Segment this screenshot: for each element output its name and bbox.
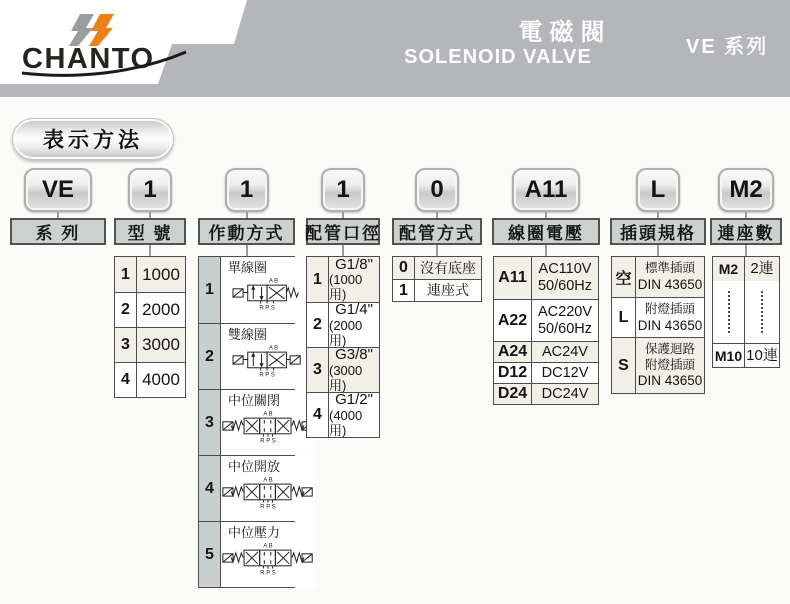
code-box-model bbox=[128, 168, 172, 212]
option-code: M2 bbox=[713, 257, 745, 281]
option-code: D24 bbox=[494, 384, 532, 404]
plug-type: 附燈插頭 bbox=[644, 301, 695, 316]
code-box-plug bbox=[636, 168, 680, 212]
code-value: 1 bbox=[143, 176, 157, 203]
code-value: 1 bbox=[239, 176, 254, 203]
column-plug bbox=[610, 168, 706, 394]
table-row bbox=[199, 323, 294, 389]
option-value: 沒有底座 bbox=[420, 259, 476, 276]
table-row bbox=[199, 521, 294, 587]
vertical-ellipsis bbox=[728, 291, 730, 333]
bore-size: G1/4" bbox=[335, 301, 373, 319]
connector-line bbox=[342, 245, 344, 256]
svg-text:A B: A B bbox=[263, 411, 273, 418]
option-code: 3 bbox=[115, 328, 137, 362]
bore-size: G1/8" bbox=[335, 255, 373, 273]
code-value: 1 bbox=[336, 176, 350, 203]
option-code: S bbox=[612, 338, 636, 393]
option-value: 3000 bbox=[142, 335, 180, 355]
table-row bbox=[713, 343, 779, 367]
svg-text:R P S: R P S bbox=[259, 372, 275, 377]
svg-text:R P S: R P S bbox=[260, 438, 276, 443]
bore-table bbox=[306, 256, 380, 438]
voltage-value: DC24V bbox=[541, 385, 589, 402]
option-code: 1 bbox=[307, 257, 329, 302]
column-header-bore: 配管口徑 bbox=[306, 218, 380, 245]
table-row bbox=[115, 292, 185, 327]
table-row bbox=[494, 341, 598, 362]
connector-line bbox=[657, 245, 659, 256]
code-value: A11 bbox=[524, 176, 568, 203]
column-seats bbox=[710, 168, 782, 368]
column-header-voltage: 線圈電壓 bbox=[492, 218, 600, 245]
actuation-label: 中位開放 bbox=[228, 459, 281, 474]
svg-text:A B: A B bbox=[263, 477, 273, 484]
column-header-piping: 配管方式 bbox=[392, 218, 482, 245]
series-label: VE 系列 bbox=[686, 36, 769, 58]
table-row bbox=[199, 257, 294, 323]
table-row bbox=[115, 257, 185, 292]
actuation-label: 中位壓力 bbox=[228, 525, 281, 540]
code-value: VE bbox=[41, 176, 74, 203]
voltage-value: AC220V bbox=[537, 303, 592, 320]
column-bore bbox=[306, 168, 380, 438]
connector-line bbox=[545, 245, 547, 256]
plug-type-line1: 保護迴路 bbox=[644, 342, 695, 357]
table-row bbox=[393, 279, 481, 301]
valve-symbol-double-coil bbox=[221, 342, 315, 377]
valve-symbol-center-closed bbox=[221, 408, 315, 443]
connector-line bbox=[436, 245, 438, 256]
code-value: M2 bbox=[729, 176, 763, 203]
table-row bbox=[199, 389, 294, 455]
page-title-zh: 電磁閥 bbox=[518, 19, 612, 46]
option-code: 0 bbox=[393, 257, 415, 279]
option-code: 2 bbox=[199, 324, 221, 389]
table-row bbox=[612, 337, 704, 393]
voltage-value: AC24V bbox=[542, 343, 588, 360]
plug-type-line2: 附燈插頭 bbox=[644, 357, 695, 372]
chanto-logo-graphic bbox=[14, 6, 204, 84]
table-row bbox=[713, 257, 779, 281]
table-row bbox=[393, 257, 481, 279]
option-code: 1 bbox=[393, 280, 415, 301]
code-box-bore bbox=[321, 168, 365, 212]
option-code: D12 bbox=[494, 363, 532, 383]
code-box-actuation bbox=[225, 168, 269, 212]
option-code: M10 bbox=[713, 344, 745, 367]
bore-size: G3/8" bbox=[335, 346, 373, 364]
option-value: 1000 bbox=[142, 264, 180, 284]
voltage-freq: 50/60Hz bbox=[537, 278, 592, 294]
option-code: 2 bbox=[115, 293, 137, 327]
option-value: 2000 bbox=[142, 300, 180, 320]
bore-size: G1/2" bbox=[335, 391, 373, 409]
table-row bbox=[115, 362, 185, 397]
logo-mark-gray-shape bbox=[69, 14, 94, 46]
table-row bbox=[115, 327, 185, 362]
option-code: 4 bbox=[115, 363, 137, 397]
actuation-label: 中位關閉 bbox=[228, 393, 281, 408]
bore-note: (4000用) bbox=[329, 407, 363, 438]
column-header-actuation: 作動方式 bbox=[198, 218, 295, 245]
table-row bbox=[612, 257, 704, 297]
valve-symbol-single-coil bbox=[221, 275, 315, 310]
code-box-voltage bbox=[512, 168, 580, 212]
logo-mark-orange-shape bbox=[89, 14, 114, 46]
table-row bbox=[307, 392, 379, 437]
option-code: 2 bbox=[307, 303, 329, 347]
option-code: 1 bbox=[115, 257, 137, 292]
section-badge: 表示方法 bbox=[12, 118, 174, 160]
option-value: 2連 bbox=[750, 260, 774, 278]
code-box-series bbox=[24, 168, 92, 212]
option-code: 4 bbox=[307, 393, 329, 437]
option-code: A22 bbox=[494, 300, 532, 341]
connector-line bbox=[149, 245, 151, 256]
vertical-ellipsis bbox=[761, 291, 763, 333]
table-row bbox=[612, 297, 704, 337]
column-header-seats: 連座數 bbox=[710, 218, 782, 245]
table-row bbox=[307, 302, 379, 347]
ellipsis-row bbox=[713, 281, 779, 343]
voltage-freq: 50/60Hz bbox=[537, 320, 592, 337]
table-row bbox=[199, 455, 294, 521]
column-header-model: 型 號 bbox=[114, 218, 186, 245]
svg-text:A B: A B bbox=[268, 345, 279, 352]
svg-text:R P S: R P S bbox=[260, 570, 276, 575]
piping-table bbox=[392, 256, 482, 302]
column-actuation bbox=[198, 168, 295, 588]
svg-text:A B: A B bbox=[268, 278, 279, 285]
option-code: L bbox=[612, 298, 636, 337]
plug-table bbox=[611, 256, 705, 394]
table-row bbox=[494, 383, 598, 404]
page-title-en: SOLENOID VALVE bbox=[404, 46, 592, 68]
plug-standard: DIN 43650 bbox=[637, 277, 703, 293]
column-series bbox=[10, 168, 106, 245]
code-value: L bbox=[650, 176, 666, 203]
option-code: 空 bbox=[612, 257, 636, 297]
bore-note: (1000用) bbox=[329, 272, 363, 303]
model-table bbox=[114, 256, 186, 398]
option-code: 3 bbox=[199, 390, 221, 455]
column-header-plug: 插頭規格 bbox=[610, 218, 706, 245]
plug-standard: DIN 43650 bbox=[637, 373, 703, 389]
table-row bbox=[307, 347, 379, 392]
option-code: 3 bbox=[307, 348, 329, 392]
option-code: A24 bbox=[494, 342, 532, 362]
plug-type: 標準插頭 bbox=[644, 261, 695, 276]
code-box-piping bbox=[415, 168, 459, 212]
chanto-logo bbox=[14, 6, 204, 89]
option-code: A11 bbox=[494, 257, 532, 299]
seat-table bbox=[712, 256, 780, 368]
connector-line bbox=[745, 245, 747, 256]
option-value: 連座式 bbox=[427, 282, 469, 299]
valve-symbol-center-open bbox=[221, 474, 315, 509]
code-box-seats bbox=[718, 168, 774, 212]
actuation-label: 雙線圈 bbox=[228, 327, 268, 342]
voltage-table bbox=[493, 256, 599, 405]
column-voltage bbox=[492, 168, 600, 405]
svg-text:A B: A B bbox=[263, 543, 273, 550]
option-code: 4 bbox=[199, 456, 221, 521]
voltage-value: AC110V bbox=[538, 261, 592, 278]
table-row bbox=[494, 362, 598, 383]
actuation-table bbox=[198, 256, 295, 588]
bore-note: (3000用) bbox=[329, 362, 363, 393]
connector-line bbox=[246, 245, 248, 256]
column-model bbox=[114, 168, 186, 398]
logo-text: CHANTO bbox=[22, 43, 155, 75]
column-piping bbox=[392, 168, 482, 302]
option-value: 10連 bbox=[746, 346, 778, 364]
option-code: 1 bbox=[199, 257, 221, 323]
column-header-series: 系 列 bbox=[10, 218, 106, 245]
valve-symbol-center-pressure bbox=[221, 540, 315, 575]
code-value: 0 bbox=[430, 176, 444, 203]
actuation-label: 單線圈 bbox=[228, 260, 268, 275]
plug-standard: DIN 43650 bbox=[637, 317, 703, 333]
table-row bbox=[494, 257, 598, 299]
option-value: 4000 bbox=[142, 370, 180, 390]
option-code: 5 bbox=[199, 522, 221, 587]
voltage-value: DC12V bbox=[541, 364, 589, 381]
svg-text:R P S: R P S bbox=[259, 305, 275, 310]
table-row bbox=[307, 257, 379, 302]
bore-note: (2000用) bbox=[329, 317, 363, 348]
svg-text:R P S: R P S bbox=[260, 504, 276, 509]
table-row bbox=[494, 299, 598, 341]
